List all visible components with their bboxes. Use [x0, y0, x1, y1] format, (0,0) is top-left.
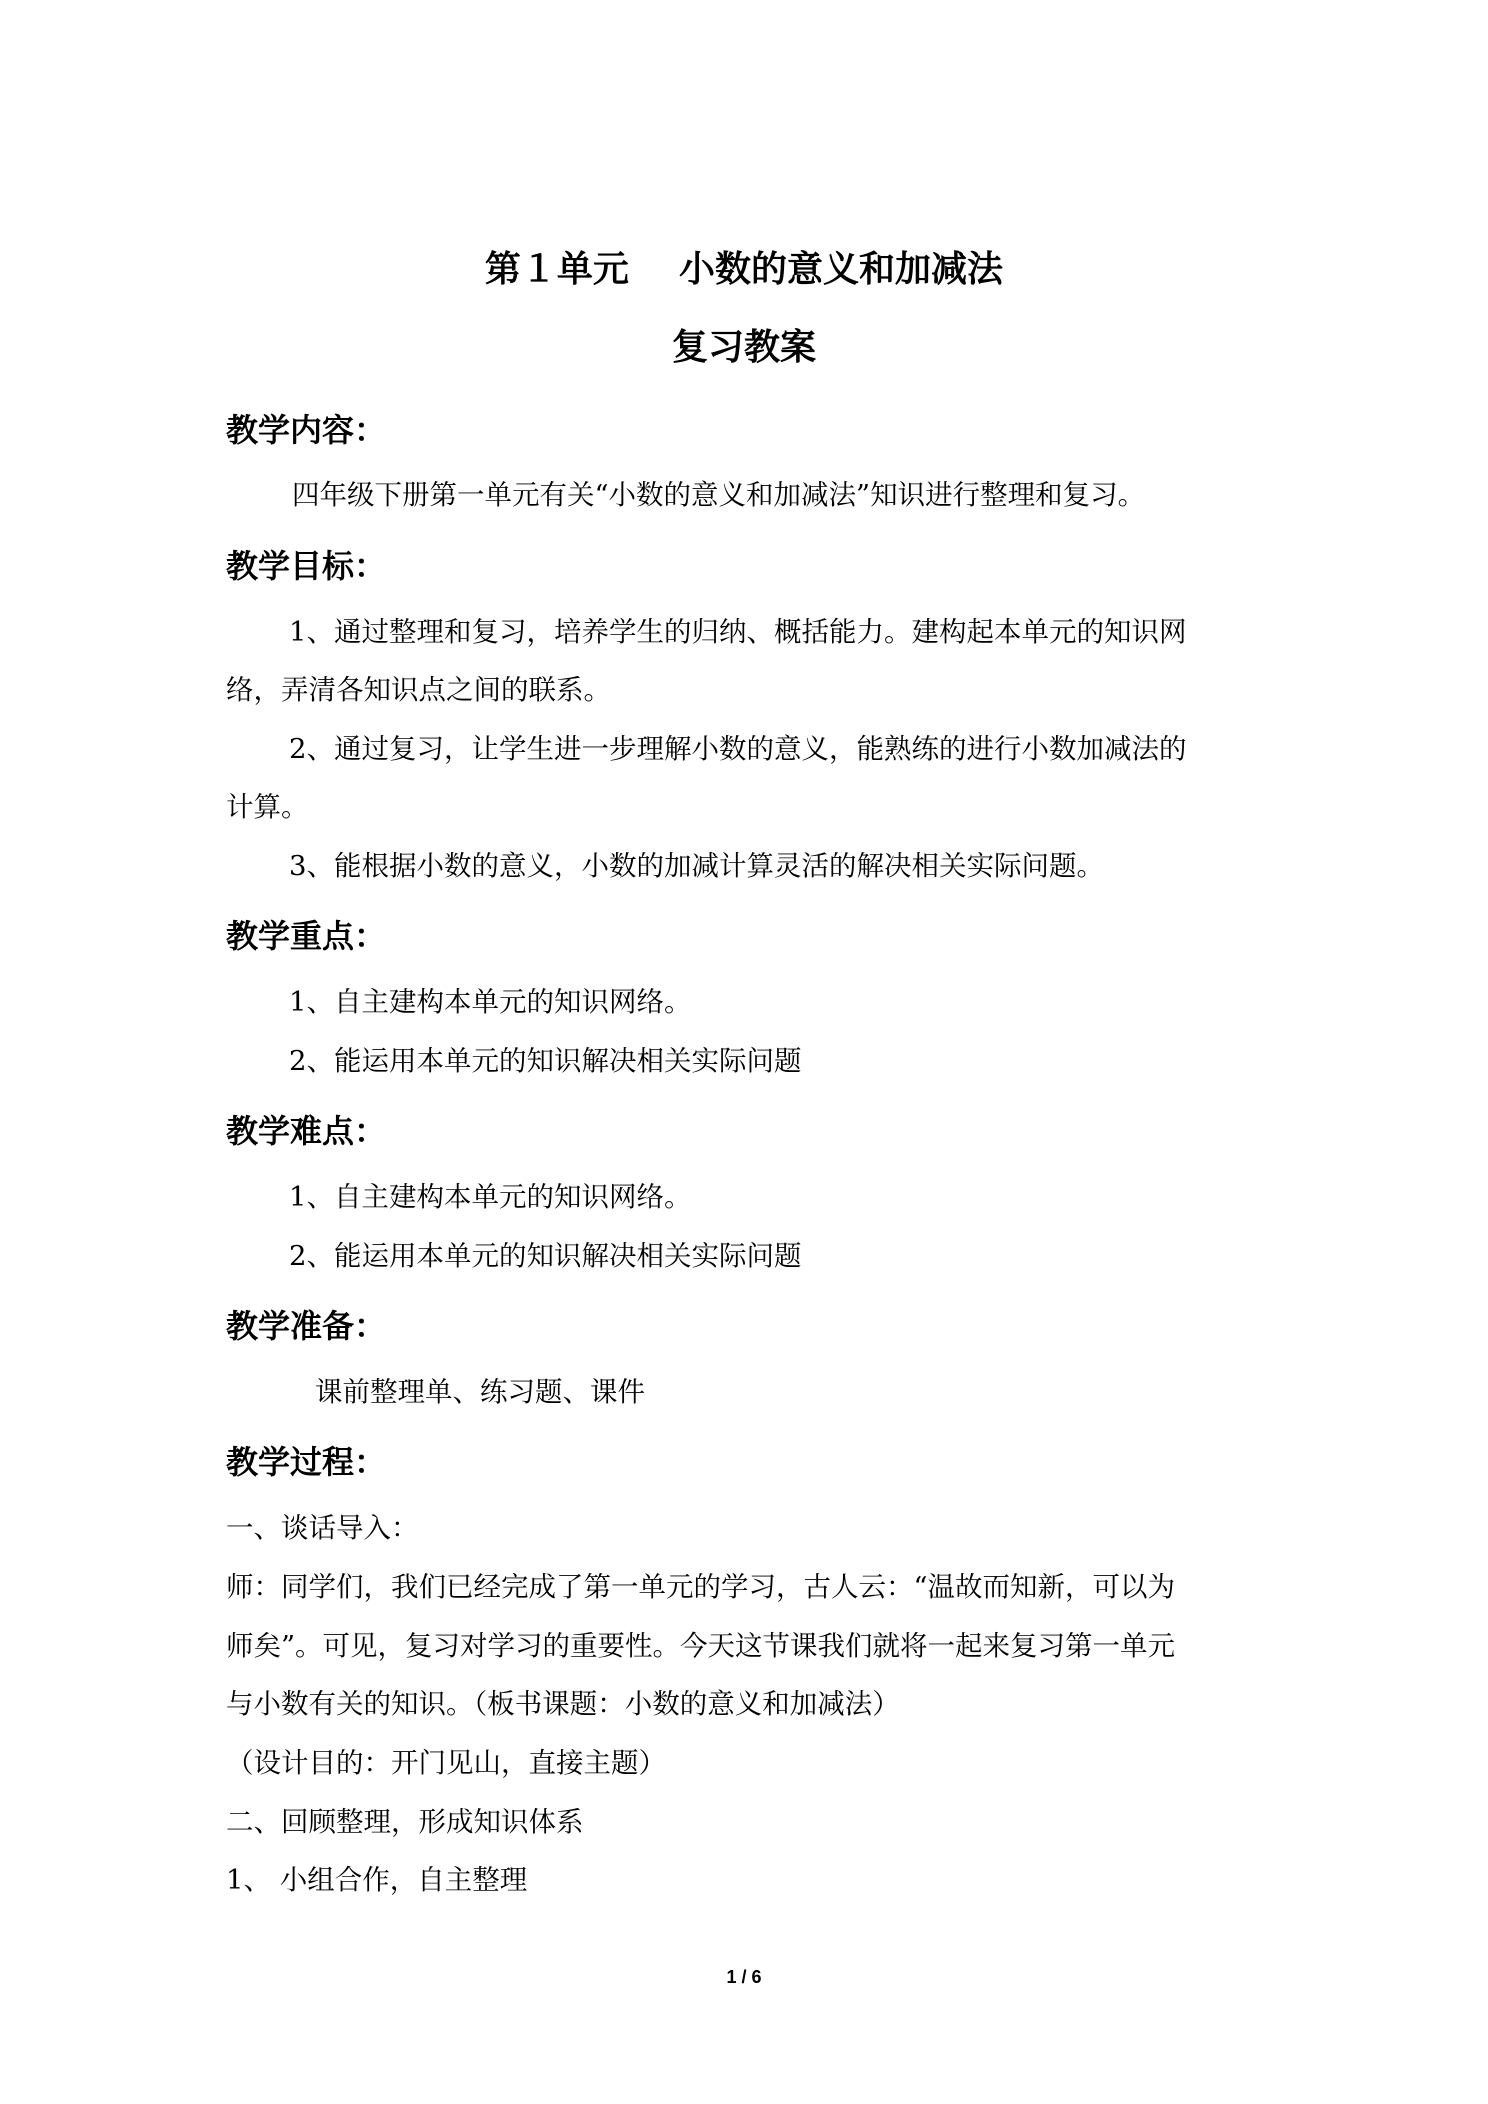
heading-process: 教学过程： — [226, 1443, 387, 1481]
teacher-speech-line-2: 师矣”。可见，复习对学习的重要性。今天这节课我们就将一起来复习第一单元 — [226, 1630, 1176, 1662]
goal-1-line-1: 1、通过整理和复习，培养学生的归纳、概括能力。建构起本单元的知识网 — [289, 616, 1187, 648]
teacher-speech-line-3: 与小数有关的知识。（板书课题：小数的意义和加减法） — [226, 1688, 900, 1720]
design-purpose-note: （设计目的：开门见山，直接主题） — [226, 1747, 666, 1779]
difficulty-1: 1、自主建构本单元的知识网络。 — [289, 1181, 692, 1213]
process-section-1: 一、谈话导入： — [226, 1512, 419, 1544]
document-title: 第１单元 小数的意义和加减法 — [484, 249, 1004, 290]
heading-difficulties: 教学难点： — [226, 1112, 387, 1150]
heading-preparation: 教学准备： — [226, 1307, 387, 1345]
goal-2-line-1: 2、通过复习，让学生进一步理解小数的意义，能熟练的进行小数加减法的 — [289, 733, 1187, 765]
process-item-1: 1、 小组合作，自主整理 — [226, 1864, 528, 1896]
document-subtitle: 复习教案 — [671, 327, 816, 368]
heading-teaching-content: 教学内容： — [226, 411, 387, 449]
preparation-text: 课前整理单、练习题、课件 — [315, 1376, 645, 1408]
key-point-2: 2、能运用本单元的知识解决相关实际问题 — [289, 1045, 802, 1077]
process-section-2: 二、回顾整理，形成知识体系 — [226, 1806, 584, 1838]
goal-1-line-2: 络，弄清各知识点之间的联系。 — [226, 674, 611, 706]
difficulty-2: 2、能运用本单元的知识解决相关实际问题 — [289, 1240, 802, 1272]
heading-teaching-goals: 教学目标： — [226, 547, 387, 585]
key-point-1: 1、自主建构本单元的知识网络。 — [289, 986, 692, 1018]
heading-key-points: 教学重点： — [226, 917, 387, 955]
page-number: 1 / 6 — [726, 1967, 762, 1987]
content-paragraph: 四年级下册第一单元有关“小数的意义和加减法”知识进行整理和复习。 — [292, 479, 1146, 511]
goal-2-line-2: 计算。 — [226, 791, 309, 823]
goal-3: 3、能根据小数的意义，小数的加减计算灵活的解决相关实际问题。 — [289, 850, 1104, 882]
teacher-speech-line-1: 师：同学们，我们已经完成了第一单元的学习，古人云：“温故而知新，可以为 — [226, 1571, 1176, 1603]
